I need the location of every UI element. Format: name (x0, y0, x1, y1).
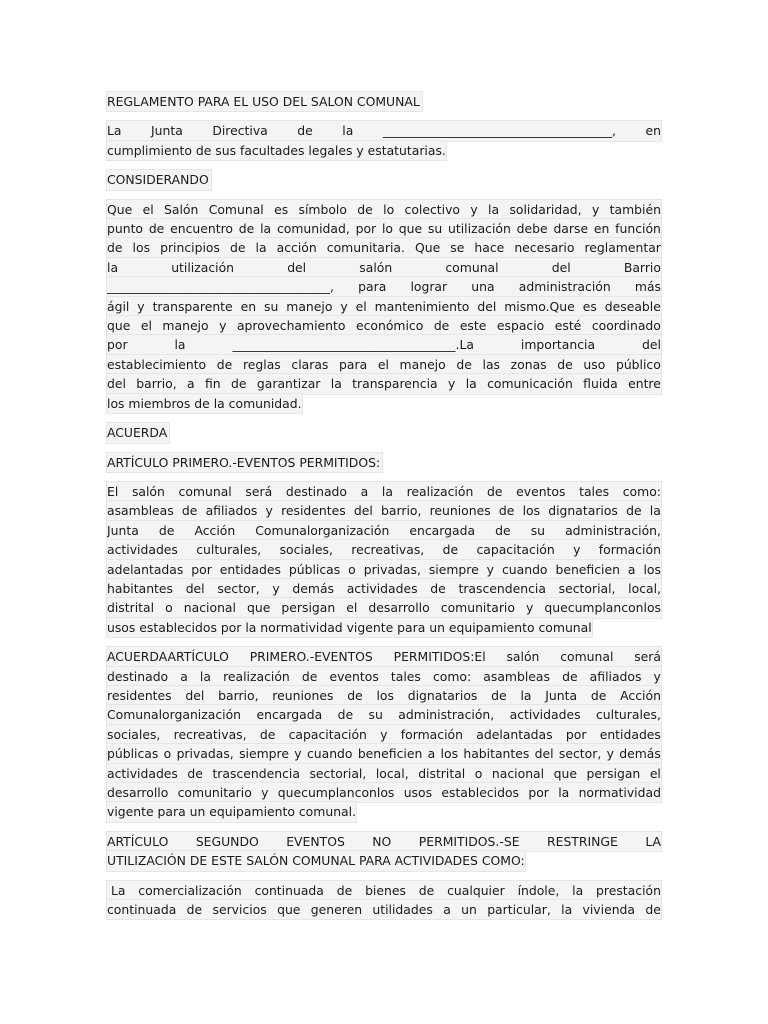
articulo1-heading-block (107, 453, 661, 472)
text-line-content: desarrollo comunitario y quecumplanconlos usos establecidos por la normatividad (107, 783, 661, 802)
text-line (107, 618, 661, 637)
document-page (107, 92, 661, 929)
text-line-content: Que el Salón Comunal es símbolo de lo colectivo y la solidaridad, y también (107, 200, 661, 219)
text-line (107, 277, 661, 296)
text-line-content: del barrio, a fin de garantizar la transparencia y la comunicación fluida entre (107, 374, 661, 393)
text-line (107, 764, 661, 783)
text-line-content: la utilización del salón comunal del Barrio (107, 258, 661, 277)
text-line (107, 335, 661, 354)
text-line-content: destinado a la realización de eventos tales como: asambleas de afiliados y (107, 667, 661, 686)
text-line-content: residentes del barrio, reuniones de los dignatarios de la Junta de Acción (107, 686, 661, 705)
text-line-content: cumplimiento de sus facultades legales y estatutarias. (107, 141, 446, 160)
repeated-paragraph (107, 647, 661, 822)
text-line (107, 667, 661, 686)
text-line-content: La Junta Directiva de la _____________________________________, en (107, 121, 661, 140)
text-line (107, 851, 661, 870)
articulo1-heading: ARTÍCULO PRIMERO.-EVENTOS PERMITIDOS: (107, 453, 382, 472)
acuerda-heading: ACUERDA (107, 423, 169, 442)
text-line (107, 374, 661, 393)
text-line (107, 297, 661, 316)
text-line-content: El salón comunal será destinado a la realización de eventos tales como: (107, 482, 661, 501)
considerando-heading-block (107, 170, 661, 189)
text-line-content: ARTÍCULO SEGUNDO EVENTOS NO PERMITIDOS.-SE RESTRINGE LA (107, 832, 661, 851)
text-line (107, 579, 661, 598)
text-line (107, 355, 661, 374)
text-line (107, 686, 661, 705)
text-line (107, 482, 661, 501)
articulo2-heading (107, 832, 661, 871)
text-line-content: distrital o nacional que persigan el desarrollo comunitario y quecumplanconlos (107, 598, 661, 617)
text-line-content: ____________________________________, para lograr una administración más (107, 277, 661, 296)
text-line-content: UTILIZACIÓN DE ESTE SALÓN COMUNAL PARA ACTIVIDADES COMO: (107, 851, 525, 870)
text-line-content: punto de encuentro de la comunidad, por lo que su utilización debe darse en función (107, 219, 661, 238)
text-line-content: actividades culturales, sociales, recreativas, de capacitación y formación (107, 540, 661, 559)
text-line (107, 238, 661, 257)
text-line (107, 219, 661, 238)
text-line (107, 881, 661, 900)
considerando-heading: CONSIDERANDO (107, 170, 211, 189)
text-line-content: ágil y transparente en su manejo y el mantenimiento del mismo.Que es deseable (107, 297, 661, 316)
text-line-content: los miembros de la comunidad. (107, 394, 302, 413)
text-line-content: de los principios de la acción comunitaria. Que se hace necesario reglamentar (107, 238, 661, 257)
text-line (107, 647, 661, 666)
text-line-content: continuada de servicios que generen utilidades a un particular, la vivienda de (107, 900, 661, 919)
text-line-content: habitantes del sector, y demás actividades de trascendencia sectorial, local, (107, 579, 661, 598)
text-line (107, 501, 661, 520)
text-line (107, 121, 661, 140)
text-line (107, 394, 661, 413)
text-line (107, 744, 661, 763)
text-line (107, 540, 661, 559)
text-line-content: Junta de Acción Comunalorganización encargada de su administración, (107, 521, 661, 540)
intro-paragraph (107, 121, 661, 160)
articulo2-paragraph (107, 881, 661, 920)
text-line-content: ACUERDAARTÍCULO PRIMERO.-EVENTOS PERMITIDOS:El salón comunal será (107, 647, 661, 666)
document-title: REGLAMENTO PARA EL USO DEL SALON COMUNAL (107, 92, 422, 111)
text-line-content: asambleas de afiliados y residentes del barrio, reuniones de los dignatarios de la (107, 501, 661, 520)
text-line-content: que el manejo y aprovechamiento económico de este espacio esté coordinado (107, 316, 661, 335)
text-line (107, 783, 661, 802)
text-line-content: Comunalorganización encargada de su administración, actividades culturales, (107, 705, 661, 724)
text-line (107, 705, 661, 724)
considerando-paragraph (107, 200, 661, 413)
text-line (107, 725, 661, 744)
text-line (107, 521, 661, 540)
text-line (107, 560, 661, 579)
text-line (107, 832, 661, 851)
text-line-content: adelantadas por entidades públicas o privadas, siempre y cuando beneficien a los (107, 560, 661, 579)
text-line-content: por la ____________________________________.La importancia del (107, 335, 661, 354)
text-line (107, 900, 661, 919)
text-line-content: usos establecidos por la normatividad vigente para un equipamiento comunal (107, 618, 592, 637)
text-line (107, 316, 661, 335)
text-line (107, 598, 661, 617)
acuerda-heading-block (107, 423, 661, 442)
text-line-content: sociales, recreativas, de capacitación y formación adelantadas por entidades (107, 725, 661, 744)
text-line (107, 802, 661, 821)
text-line (107, 200, 661, 219)
articulo1-paragraph (107, 482, 661, 637)
text-line-content: vigente para un equipamiento comunal. (107, 802, 356, 821)
text-line-content: establecimiento de reglas claras para el manejo de las zonas de uso público (107, 355, 661, 374)
text-line (107, 258, 661, 277)
text-line-content: actividades de trascendencia sectorial, local, distrital o nacional que persigan el (107, 764, 661, 783)
document-title-block (107, 92, 661, 111)
text-line-content: públicas o privadas, siempre y cuando beneficien a los habitantes del sector, y demás (107, 744, 661, 763)
text-line-content: La comercialización continuada de bienes de cualquier índole, la prestación (107, 881, 661, 900)
text-line (107, 141, 661, 160)
